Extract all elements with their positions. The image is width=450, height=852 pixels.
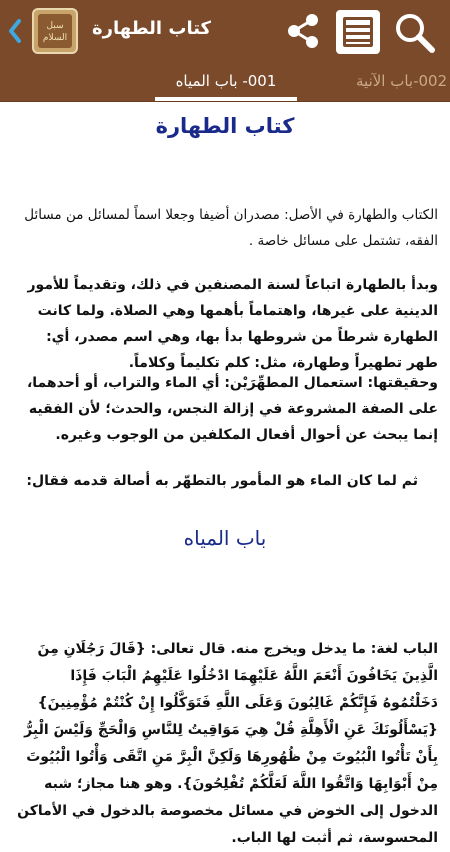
tab-next-chapter[interactable]: 002-باب الآنية bbox=[356, 72, 448, 90]
paragraph-transition: ثم لما كان الماء هو المأمور بالتطهّر به أصالة قدمه فقال: bbox=[26, 473, 418, 489]
search-icon[interactable] bbox=[392, 10, 436, 54]
paragraph-section: الباب لغة: ما يدخل ويخرج منه. قال تعالى: {قَالَ رَجُلَانِ مِنَ الَّذِينَ يَخَافُونَ أَنْعَمَ اللَّهُ عَلَيْهِمَا ادْخُلُوا عَلَيْهِمُ الْبَابَ فَإِذَا دَخَلْتُمُوهُ فَإِنَّكُمْ غَالِبُونَ وَعَلَى اللَّهِ فَتَوَكَّلُوا إِنْ كُنْتُمْ مُؤْمِنِينَ} {يَسْأَلُونَكَ عَنِ الْأَهِلَّةِ قُلْ هِيَ مَوَاقِيتُ لِلنَّاسِ وَالْحَجِّ وَلَيْسَ الْبِرُّ بِأَنْ تَأْتُوا الْبُيُوتَ مِنْ ظُهُورِهَا وَلَكِنَّ الْبِرَّ مَنِ اتَّقَى وَأْتُوا الْبُيُوتَ مِنْ أَبْوَابِهَا وَاتَّقُوا اللَّهَ لَعَلَّكُمْ تُفْلِحُونَ}. وهو هنا مجاز؛ شبه الدخول إلى الخوض في مسائل مخصوصة بالدخول في الأماكن المحسوسة، ثم أثبت لها الباب. bbox=[17, 641, 438, 846]
top-app-bar bbox=[0, 0, 450, 62]
app-icon[interactable] bbox=[32, 8, 78, 54]
paragraph-introduction: وبدأ بالطهارة اتباعاً لسنة المصنفين في ذلك، وتقديماً للأمور الدينية على غيرها، واهتماماً بأهمها وهي الصلاة. ولما كانت الطهارة شرطاً من شروطها بدأ بها، وهي اسم مصدر، أي: طهر تطهيراً وطهارة، مثل: كلم تكليماً وكلاماً. bbox=[27, 277, 438, 371]
book-heading: كتاب الطهارة bbox=[155, 114, 295, 138]
chapter-content[interactable] bbox=[0, 102, 450, 846]
chevron-left-icon[interactable] bbox=[8, 18, 22, 44]
paragraph-reality: وحقيقتها: استعمال المطهِّرَيْن: أي الماء والتراب، أو أحدهما، على الصفة المشروعة في إزالة النجس، والحدث؛ لأن الفقيه إنما يبحث عن أحوال أفعال المكلفين من الوجوب وغيره. bbox=[26, 375, 438, 443]
document-list-icon[interactable] bbox=[336, 10, 380, 54]
app-icon-label: سبل السلام bbox=[38, 14, 72, 48]
share-icon[interactable] bbox=[284, 12, 322, 50]
section-heading: باب المياه bbox=[183, 526, 267, 550]
app-title: كتاب الطهارة bbox=[92, 18, 212, 39]
paragraph-definition: الكتاب والطهارة في الأصل: مصدران أضيفا وجعلا اسماً لمسائل من مسائل الفقه، تشتمل على مسائل خاصة . bbox=[24, 207, 438, 249]
chapter-tabs bbox=[0, 62, 450, 102]
tab-current-chapter[interactable]: 001- باب المياه bbox=[175, 72, 277, 90]
